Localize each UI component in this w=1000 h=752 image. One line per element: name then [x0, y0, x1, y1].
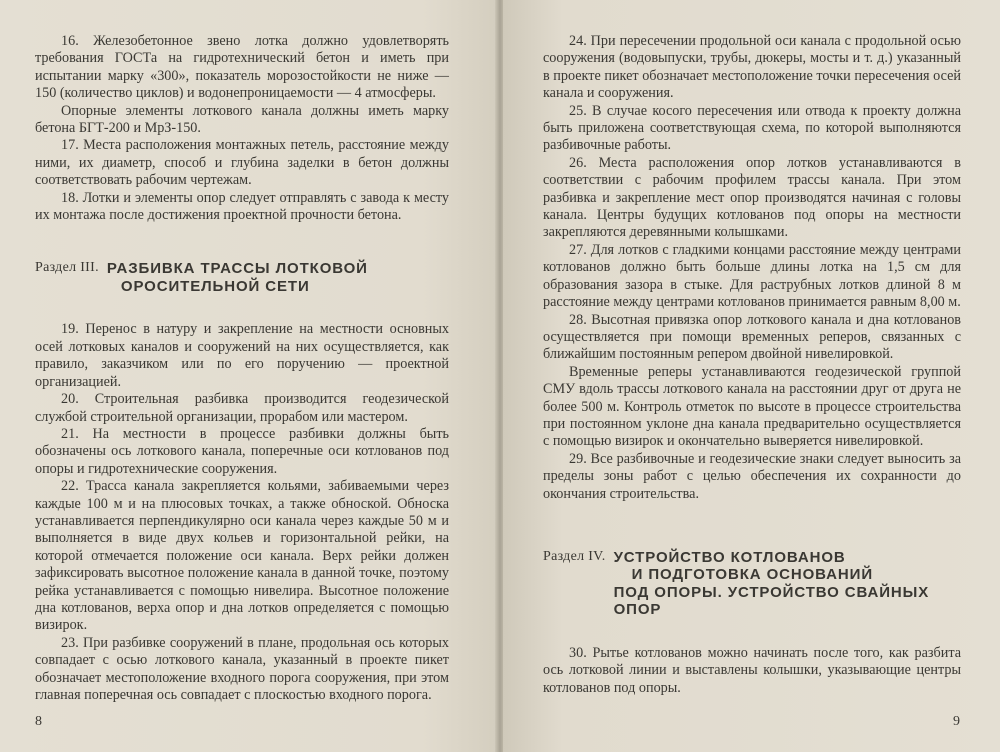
section-4-heading — [543, 549, 961, 619]
paragraph-22: 22. Трасса канала закрепляется кольями, забиваемыми через каждые 100 м и на плюсовых точках, а также обноской. Обноска устанавливается перпендикулярно оси канала через каждые 50 м и выполняется в виде двух кольев и горизонтальной рейки, на которой отмечается положение оси канала. Верх рейки должен зафиксировать высотное положение канала в данной точке, поэтому рейка устанавливается с помощью нивелира. Высотное положение дна котлованов, верха опор и дна лотков определяется с помощью визирок. — [35, 478, 449, 634]
section-4-title — [614, 549, 930, 619]
section-4-title-line: УСТРОЙСТВО КОТЛОВАНОВ — [613, 548, 846, 566]
paragraph-19: 19. Перенос в натуру и закрепление на местности основных осей лотковых каналов и сооружений на них осуществляется, как правило, заказчиком или по его поручению — проектной организацией. — [35, 321, 449, 390]
paragraph-27: 27. Для лотков с гладкими концами расстояние между центрами котлованов должно быть больше длины лотка на 1,5 см для образования зазора в стыке. Для раструбных лотков длиной 8 м расстояние между центрами котлованов принимается равным 8,00 м. — [543, 241, 961, 311]
paragraph-26: 26. Места расположения опор лотков устанавливаются в соответствии с рабочим профилем трассы канала. При этом разбивка и закрепление мест опор производятся начиная с головы канала. Центры будущих котлованов под опоры на местности закрепляются деревянными колышками. — [543, 154, 961, 241]
page-number-right: 9 — [953, 714, 960, 729]
left-text-top — [35, 33, 449, 224]
section-3-heading — [35, 260, 449, 295]
section-4-title-line: И ПОДГОТОВКА ОСНОВАНИЙ — [631, 566, 873, 584]
section-3-title-line: ОРОСИТЕЛЬНОЙ СЕТИ — [120, 277, 310, 295]
left-page — [0, 0, 497, 752]
section-3-title — [107, 260, 368, 295]
paragraph-16-support: Опорные элементы лоткового канала должны иметь марку бетона БГТ-200 и МрЗ-150. — [35, 102, 449, 137]
section-4-label: Раздел IV. — [543, 548, 606, 564]
paragraph-28: 28. Высотная привязка опор лоткового канала и дна котлованов осуществляется при помощи временных реперов, связанных с ближайшим постоянным репером двойной нивелировкой. — [543, 311, 961, 363]
paragraph-29: 29. Все разбивочные и геодезические знаки следует выносить за пределы зоны работ с целью обеспечения их сохранности до окончания строительства. — [543, 450, 961, 502]
paragraph-17: 17. Места расположения монтажных петель, расстояние между ними, их диаметр, способ и глубина заделки в бетон должны соответствовать рабочим чертежам. — [35, 137, 449, 189]
paragraph-21: 21. На местности в процессе разбивки должны быть обозначены ось лоткового канала, поперечные оси котлованов под опоры и гидротехнические сооружения. — [35, 425, 449, 477]
right-page — [503, 0, 1000, 752]
section-4-title-line: ОПОР — [613, 601, 662, 619]
paragraph-24: 24. При пересечении продольной оси канала с продольной осью сооружения (водовыпуски, трубы, дюкеры, мосты и т. д.) указанный в проекте пикет обозначает местоположение точки пересечения осей канала и сооружения. — [543, 33, 961, 102]
paragraph-20: 20. Строительная разбивка производится геодезической службой строительной организации, прорабом или мастером. — [35, 391, 449, 425]
paragraph-28-reperes: Временные реперы устанавливаются геодезической группой СМУ вдоль трассы лоткового канала на расстоянии друг от друга не более 500 м. Контроль отметок по высоте в процессе строительства при постоянном уклоне дна канала предварительно осуществляется с помощью визирок и окончательно выверяется нивелировкой. — [543, 363, 961, 450]
page-number-left: 8 — [35, 714, 42, 729]
paragraph-16: 16. Железобетонное звено лотка должно удовлетворять требования ГОСТа на гидротехнический бетон и иметь при испытании марку «300», показатель морозостойкости не ниже — 150 (количество циклов) и водонепроницаемости — 4 атмосферы. — [35, 33, 449, 102]
right-text-top — [543, 33, 961, 503]
paragraph-25: 25. В случае косого пересечения или отвода к проекту должна быть приложена соответствующая схема, по которой выполняются разбивочные работы. — [543, 102, 961, 154]
right-text-bottom — [543, 645, 961, 697]
paragraph-23: 23. При разбивке сооружений в плане, продольная ось которых совпадает с осью лоткового канала, указанный в проекте пикет обозначает местоположение входного порога сооружения, при этом главная поперечная ось совпадает с плоскостью входного порога. — [35, 634, 449, 703]
section-3-title-line: РАЗБИВКА ТРАССЫ ЛОТКОВОЙ — [106, 260, 368, 278]
paragraph-18: 18. Лотки и элементы опор следует отправлять с завода к месту их монтажа после достижения проектной прочности бетона. — [35, 189, 449, 224]
section-4-title-line: ПОД ОПОРЫ. УСТРОЙСТВО СВАЙНЫХ — [613, 583, 930, 601]
paragraph-30: 30. Рытье котлованов можно начинать после того, как разбита ось лотковой линии и выставлены колышки, указывающие центры котлованов под опоры. — [543, 644, 961, 696]
section-3-label: Раздел III. — [35, 260, 99, 276]
left-text-bottom — [35, 321, 449, 704]
